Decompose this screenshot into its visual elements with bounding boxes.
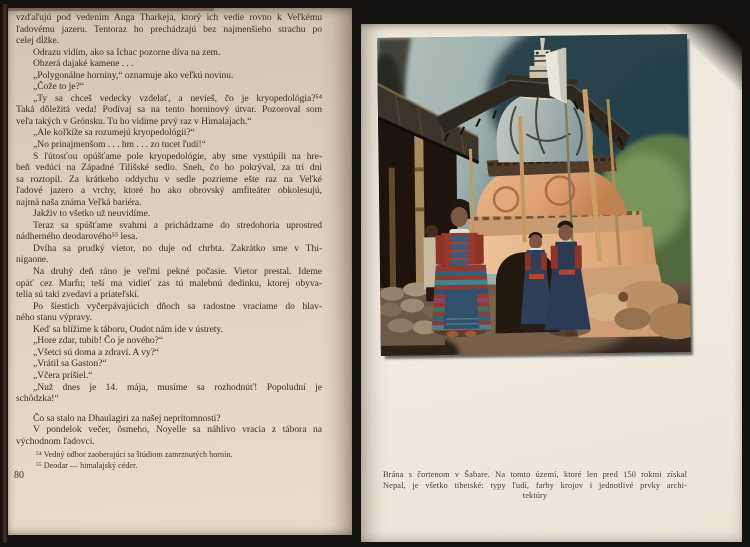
text-line: veľa takých v Grónsku. Tu ho vidíme prvý raz v Himalajach.“ (16, 115, 252, 127)
text-line: ľadovému jazeru. Tentoraz ho prechádzajú bez najmenšieho strachu po (16, 23, 322, 35)
text-line: Taká dôležitá veda! Podívaj sa na tento horninový útvar. Pozoroval som (16, 104, 322, 116)
text-line: Dvíha sa prudký vietor, no duje od chrbta. Zakrátko sme v Thi- (33, 242, 322, 254)
footnote: ⁵⁴ Vedný odbor zaoberajúci sa štúdiom zamrznutých hornín. (36, 450, 233, 460)
text-line: beň vedúci na Západné Tilišské sedlo. Sneh, čo ho pokrýval, za tri dni (16, 162, 322, 174)
caption-line: Nepal, je všetko tibetské: typy ľudí, farby krojov i jednotlivé prvky archi- (383, 480, 687, 490)
text-line: „Polygonálne horniny,“ oznamuje ako veľkú novinu. (33, 69, 234, 81)
photo-caption (383, 470, 687, 502)
text-line: „Hore zdar, tubib! Čo je nového?“ (33, 335, 164, 347)
text-line: východnom ľadovci. (16, 435, 95, 447)
caption-line: tektúry (522, 491, 548, 501)
text-line: „Ty sa chceš vedecky vzdelať, a nevieš, čo je kryopedológia?⁵⁴ (33, 92, 322, 104)
caption-line: Brána s čortenom v Šabare. Na tomto území, ktoré len pred 150 rokmi získal (383, 470, 687, 479)
footnote: ⁵⁵ Deodar — himalajský céder. (36, 460, 138, 470)
text-line: „Včera prišiel.“ (33, 369, 93, 381)
book-cover-edge (1, 4, 8, 543)
text-line: „Ale koľkíže sa rozumejú kryopedológii?“ (33, 127, 195, 139)
page-number: 80 (14, 470, 24, 481)
text-line: „Všetci sú doma a zdraví. A vy?“ (33, 346, 160, 358)
text-line: „Vrátil sa Gaston?“ (33, 358, 107, 370)
text-line: „No prinajmenšom . . . hm . . . zo tucet ľudí!“ (33, 139, 206, 151)
text-line: celej dĺžke. (16, 35, 60, 47)
text-line: ľadové jazero a vrchy, ktoré ho ako obrovský amfiteáter obkolesujú, (16, 185, 322, 197)
photograph-chorten-gate (377, 34, 691, 356)
text-line: Obzerá dajaké kamene . . . (33, 58, 134, 70)
text-line: nigaone. (16, 254, 49, 266)
text-line: opäť cez Marfu; teší ma vidieť zas tú malebnú dedinku, ktorej obyva- (16, 277, 322, 289)
text-line: Na druhý deň ráno je veľmi pekné počasie. Vietor prestal. Ideme (33, 266, 322, 278)
right-page (361, 24, 742, 542)
text-line: S ľútosťou opúšťame pole kryopedológie, aby sme vystúpili na hre- (33, 150, 322, 162)
text-line: schôdzka!“ (16, 393, 59, 405)
text-line: sa roztopil. Za krátkeho oddychu v sedle pozrieme ešte raz na Veľké (16, 173, 322, 185)
body-text (16, 12, 322, 471)
photo-illustration (377, 34, 691, 356)
text-line: vzďaľujú pod vedením Anga Tharkeja, ktorý ich vedie rovno k Veľkému (16, 12, 322, 23)
text-line: nádherného deodarového⁵⁵ lesa. (16, 231, 138, 243)
text-line: ného stanu výpravy. (16, 312, 92, 324)
text-line: Teraz sa spúšťame svahmi a prichádzame do stredohoria uprostred (33, 219, 322, 231)
text-line: V pondelok večer, ôsmeho, Noyelle sa náhlivo vracia z tábora na (33, 424, 322, 436)
text-line: „Čože to je?“ (33, 81, 85, 93)
text-line: Čo sa stalo na Dhaulagiri za našej neprítomnosti? (33, 412, 221, 424)
text-line: Keď sa blížime k táboru, Oudot nám ide v ústrety. (33, 323, 223, 335)
left-page (8, 8, 352, 535)
text-line: najmä naša známa Veľká bariéra. (16, 196, 142, 208)
text-line: „Nuž dnes je 14. mája, musíme sa rozhodnúť! Popoludní je (33, 381, 322, 393)
text-line: Odrazu vidím, ako sa Ichac pozorne díva na zem. (33, 46, 221, 58)
text-line: Po šiestich vyčerpávajúcich dňoch sa radostne vraciame do hlav- (33, 300, 322, 312)
text-line: Jakživ to všetko už neuvidíme. (33, 208, 151, 220)
text-line: telia sú takí zvedaví a priateľskí. (16, 289, 140, 301)
footnotes (16, 450, 322, 471)
